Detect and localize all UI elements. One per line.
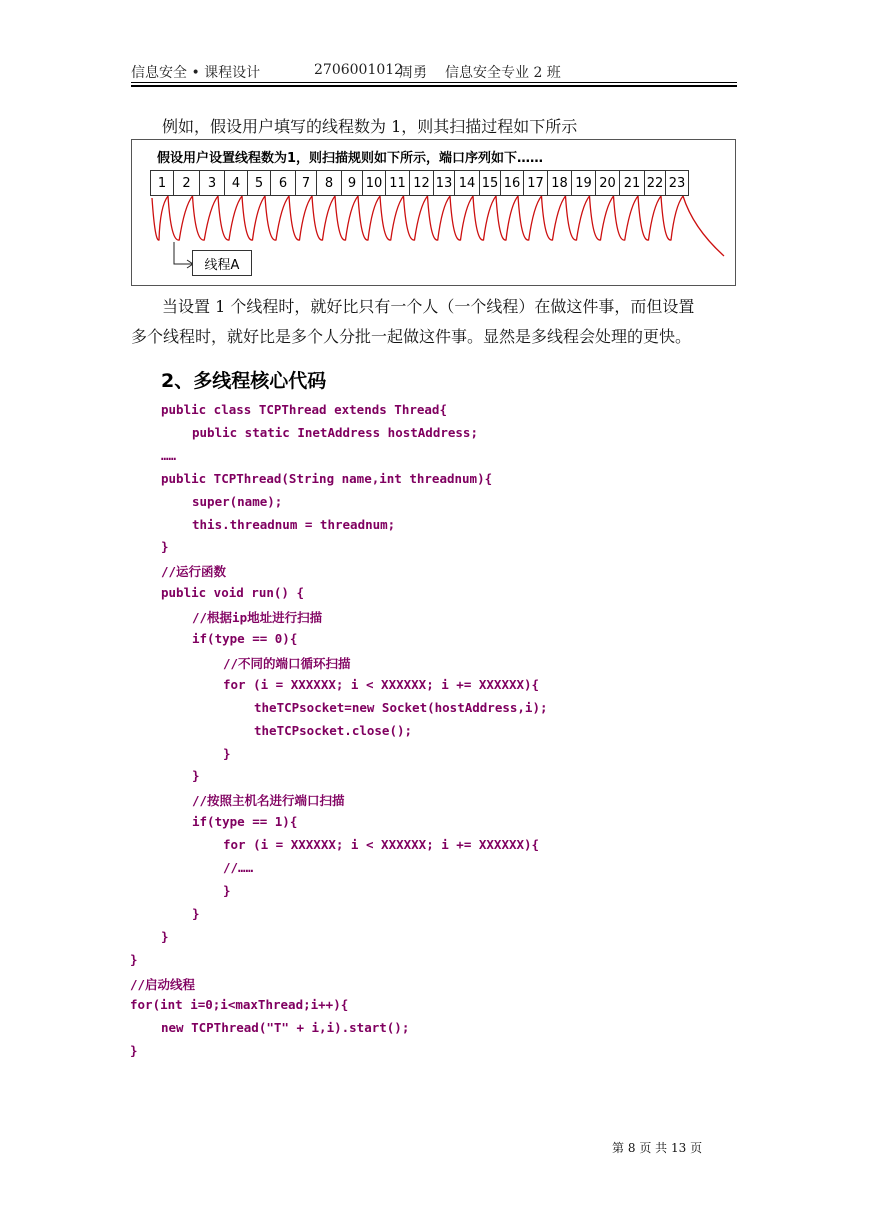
code-line: //运行函数 — [161, 564, 227, 580]
footer-suffix: 页 — [690, 1141, 703, 1155]
code-line: } — [192, 768, 200, 784]
port-cell: 21 — [619, 170, 645, 196]
port-cell: 1 — [150, 170, 174, 196]
code-line: for (i = XXXXXX; i < XXXXXX; i += XXXXXX){ — [223, 837, 540, 853]
port-cell: 9 — [341, 170, 363, 196]
footer-prefix: 第 — [612, 1141, 625, 1155]
port-sequence — [150, 170, 688, 196]
code-line: } — [223, 745, 231, 761]
code-line: theTCPsocket=new Socket(hostAddress,i); — [254, 699, 548, 715]
port-cell: 18 — [547, 170, 572, 196]
port-cell: 16 — [500, 170, 524, 196]
page-header — [131, 62, 737, 84]
port-cell: 10 — [362, 170, 386, 196]
code-line: this.threadnum = threadnum; — [192, 516, 396, 532]
code-line: //根据ip地址进行扫描 — [192, 610, 323, 626]
port-cell: 23 — [665, 170, 689, 196]
code-line: //不同的端口循环扫描 — [223, 655, 351, 671]
section-heading: 2、多线程核心代码 — [161, 370, 327, 392]
port-cell: 12 — [409, 170, 434, 196]
code-line: new TCPThread("T" + i,i).start(); — [161, 1020, 410, 1036]
port-cell: 20 — [595, 170, 620, 196]
code-line: …… — [161, 447, 177, 463]
port-cell: 14 — [454, 170, 480, 196]
header-student-id: 2706001012 — [314, 62, 404, 78]
port-cell: 8 — [316, 170, 342, 196]
header-name: 周勇 — [399, 65, 427, 81]
code-line: } — [130, 1043, 138, 1059]
port-cell: 22 — [644, 170, 666, 196]
code-line: for(int i=0;i<maxThread;i++){ — [130, 997, 349, 1013]
thread-connector-line — [174, 242, 192, 264]
header-class: 信息安全专业 2 班 — [445, 65, 561, 81]
port-cell: 11 — [385, 170, 410, 196]
code-line: } — [223, 882, 231, 898]
code-line: } — [161, 928, 169, 944]
port-cell: 4 — [224, 170, 248, 196]
port-cell: 5 — [247, 170, 271, 196]
port-cell: 13 — [433, 170, 455, 196]
code-line: //启动线程 — [130, 976, 196, 992]
code-line: public static InetAddress hostAddress; — [192, 424, 478, 440]
scan-diagram — [131, 139, 736, 286]
code-line: theTCPsocket.close(); — [254, 722, 413, 738]
header-course: 信息安全 • 课程设计 — [131, 65, 261, 81]
explanation-line-2: 多个线程时，就好比是多个人分批一起做这件事。显然是多线程会处理的更快。 — [131, 327, 692, 346]
port-cell: 15 — [479, 170, 501, 196]
diagram-title: 假设用户设置线程数为1，则扫描规则如下所示，端口序列如下…… — [157, 151, 544, 166]
port-cell: 3 — [199, 170, 225, 196]
code-line: public TCPThread(String name,int threadnum){ — [161, 470, 493, 486]
explanation-line-1: 当设置 1 个线程时，就好比只有一个人（一个线程）在做这件事，而但设置 — [162, 297, 695, 316]
port-cell: 17 — [523, 170, 548, 196]
code-line: //…… — [223, 860, 254, 875]
page-footer — [612, 1139, 702, 1156]
header-rule-thick — [131, 85, 737, 87]
code-line: //按照主机名进行端口扫描 — [192, 793, 345, 809]
footer-page-number: 8 — [627, 1141, 636, 1155]
code-line: for (i = XXXXXX; i < XXXXXX; i += XXXXXX){ — [223, 676, 540, 692]
intro-paragraph: 例如，假设用户填写的线程数为 1，则其扫描过程如下所示 — [162, 117, 578, 136]
footer-total-pages: 13 — [670, 1141, 687, 1155]
header-rule-thin — [131, 82, 737, 83]
footer-mid: 页 共 — [639, 1141, 668, 1155]
port-cell: 19 — [571, 170, 596, 196]
code-line: if(type == 0){ — [192, 631, 298, 646]
code-line: if(type == 1){ — [192, 814, 298, 830]
code-line: } — [192, 905, 200, 921]
code-line: public class TCPThread extends Thread{ — [161, 402, 447, 417]
port-cell: 6 — [270, 170, 296, 196]
code-line: super(name); — [192, 493, 283, 509]
code-line: public void run() { — [161, 585, 304, 601]
thread-label-box: 线程A — [192, 250, 252, 276]
code-line: } — [130, 951, 138, 967]
port-cell: 7 — [295, 170, 317, 196]
code-line: } — [161, 539, 169, 555]
port-cell: 2 — [173, 170, 200, 196]
